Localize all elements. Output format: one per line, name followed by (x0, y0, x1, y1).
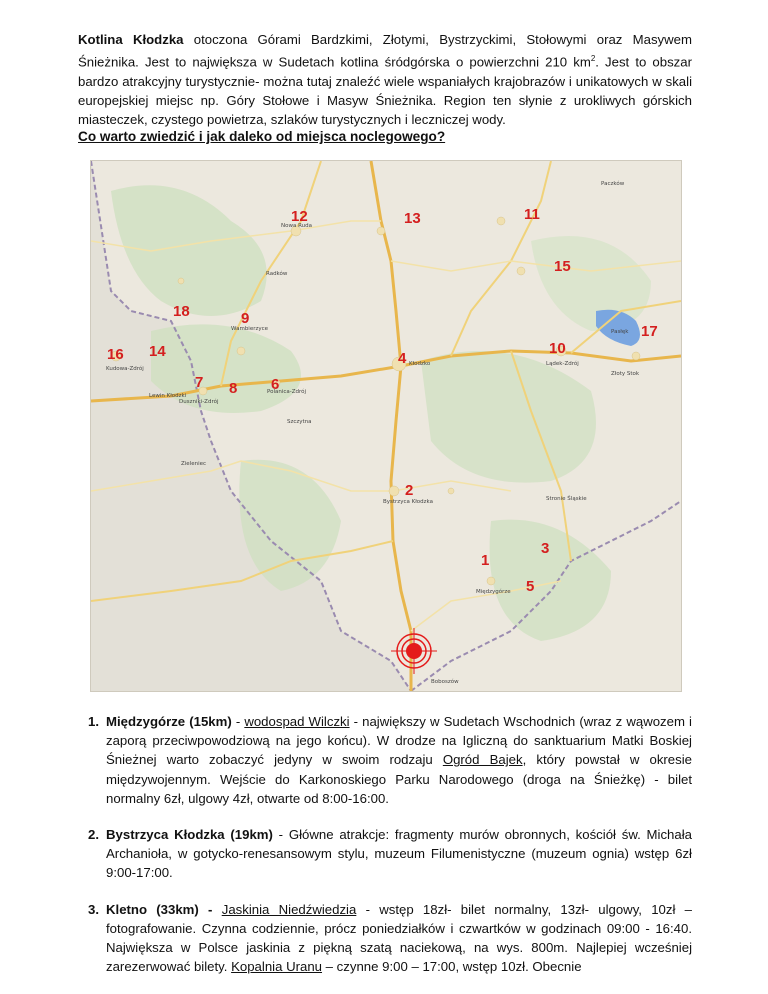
intro-paragraph (78, 30, 692, 129)
map-marker-2: 2 (405, 482, 414, 499)
map-marker-14: 14 (149, 343, 166, 360)
map-marker-4: 4 (398, 350, 407, 367)
map-marker-9: 9 (241, 310, 250, 327)
map-marker-10: 10 (549, 340, 566, 357)
map-town-label: Bystrzyca Kłodzka (383, 499, 433, 505)
intro-superscript: 2 (590, 54, 596, 64)
map-marker-11: 11 (524, 206, 540, 223)
item-title: Bystrzyca Kłodzka (19km) (106, 827, 273, 843)
map-town-label: Radków (266, 271, 288, 277)
map-marker-13: 13 (404, 210, 421, 227)
region-map[interactable] (90, 160, 682, 692)
map-marker-1: 1 (481, 552, 490, 569)
map-town-label: Kłodzko (409, 361, 431, 367)
map-marker-17: 17 (641, 323, 658, 340)
attractions-list (78, 712, 692, 993)
map-marker-18: 18 (173, 303, 190, 320)
list-item (78, 900, 692, 977)
map-town-label: Kudowa-Zdrój (106, 366, 144, 372)
map-town-label: Pasłęk (611, 329, 629, 335)
map-marker-12: 12 (291, 208, 308, 225)
map-town-label: Polanica-Zdrój (267, 389, 307, 395)
map-marker-6: 6 (271, 376, 280, 393)
link-wodospad-wilczki[interactable]: wodospad Wilczki (244, 714, 350, 729)
link-kopalnia-uranu[interactable]: Kopalnia Uranu (231, 959, 323, 975)
map-town-label: Paczków (601, 181, 625, 187)
map-marker-16: 16 (107, 346, 124, 363)
link-jaskinia-niedzwiedzia[interactable]: Jaskinia Niedźwiedzia (221, 901, 357, 917)
map-town-label: Międzygórze (476, 589, 511, 595)
list-item (78, 712, 692, 808)
map-marker-7: 7 (195, 374, 204, 391)
map-marker-5: 5 (526, 578, 535, 595)
intro-text-2: . Jest to obszar bardzo atrakcyjny turystycznie- można tutaj znaleźć wiele wspaniałych krajobrazów i unikatowych w skali europejskiej miejsc np. Góry Stołowe i Masyw Śnieżnika. Region ten słynie z urokliwych górskich miasteczek, czystego powietrza, szlaków turystycznych i leczniczej wody. (78, 54, 692, 128)
intro-title: Kotlina Kłodzka (78, 32, 184, 47)
map-town-label: Wambierzyce (231, 326, 269, 332)
intro-text-1: otoczona Górami Bardzkimi, Złotymi, Bystrzyckimi, Stołowymi oraz Masywem Śnieżnika. Jest to największa w Sudetach kotlina śródgórska o powierzchni 210 km (78, 32, 692, 70)
map-marker-8: 8 (229, 380, 238, 397)
map-town-label: Lądek-Zdrój (546, 361, 579, 367)
map-town-label: Szczytna (287, 419, 312, 425)
map-marker-15: 15 (554, 258, 571, 275)
map-town-label: Lewin Kłodzki (149, 393, 187, 399)
link-ogrod-bajek[interactable]: Ogród Bajek (442, 752, 523, 768)
map-town-label: Boboszów (431, 679, 459, 685)
map-town-label: Zieleniec (181, 461, 207, 467)
item-text: – czynne 9:00 – 17:00, wstęp 10zł. Obecnie (322, 959, 582, 975)
map-town-label: Duszniki-Zdrój (179, 399, 219, 405)
section-heading: Co warto zwiedzić i jak daleko od miejsca noclegowego? (78, 129, 446, 144)
item-number: 3. (88, 901, 99, 917)
item-text: - (231, 714, 245, 729)
map-town-label: Złoty Stok (611, 371, 640, 377)
list-item (78, 825, 692, 883)
map-graphic (91, 161, 681, 691)
item-text: - Główne atrakcje: fragmenty murów obronnych, kościół św. Michała Archanioła, w gotycko-renesansowym stylu, muzeum Filumenistyczne (muzeum ognia) wstęp 6zł 9:00-17:00. (106, 827, 692, 881)
lodging-location-marker (391, 628, 437, 674)
item-number: 1. (88, 714, 99, 729)
item-text: - wstęp 18zł- bilet normalny, 13zł- ulgowy, 10zł – fotografowanie. Czynna codziennie, prócz poniedziałków i czwartków w godzinach 09:00 - 16:40. Największa w Polsce jaskinia z piękną szatą naciekową, na wys. 800m. Najlepiej wcześniej zarezerwować bilety. (106, 901, 693, 975)
item-title: Kletno (33km) - (106, 901, 213, 917)
map-marker-3: 3 (541, 540, 550, 557)
map-town-label: Nowa Ruda (281, 223, 313, 229)
map-town-label: Stronie Śląskie (546, 496, 587, 502)
item-text: - największy w Sudetach Wschodnich (wraz z wąwozem i zaporą przeciwpowodziową na jego końcu). W drodze na Igliczną do sanktuarium Matki Boskiej Śnieżnej warto zobaczyć jedyny w swoim rodzaju (106, 714, 692, 768)
item-title: Międzygórze (15km) (106, 714, 232, 729)
item-text (212, 902, 221, 917)
item-number: 2. (88, 827, 99, 843)
item-text: , który powstał w okresie międzywojennym. Wejście do Karkonoskiego Parku Narodowego (droga na Śnieżkę) - bilet normalny 6zł, ulgowy 4zł, otwarte od 8:00-16:00. (106, 752, 692, 806)
